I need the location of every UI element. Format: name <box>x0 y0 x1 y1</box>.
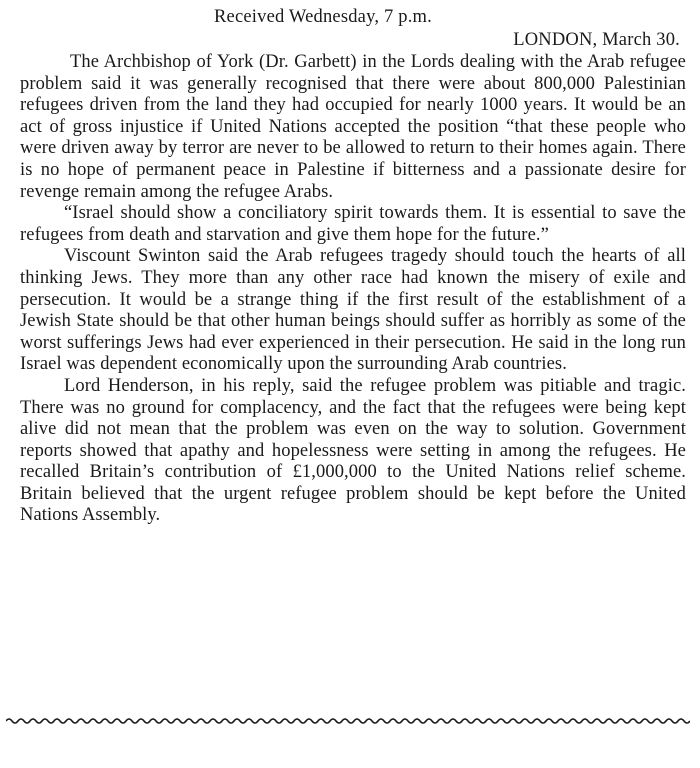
paragraph-archbishop: The Archbishop of York (Dr. Garbett) in the Lords dealing with the Arab refugee problem said it was generally recognised that there were about 800,000 Palestinian refugees driven from the land they had occupied for nearly 1000 years. It would be an act of gross injustice if United Nations accepted the position “that these people who were driven away by terror are never to be allowed to return to their homes again. There is no hope of permanent peace in Palestine if bitterness and a passionate desire for revenge remain among the refugee Arabs. <box>20 52 686 202</box>
newspaper-clipping <box>20 6 686 527</box>
received-line: Received Wednesday, 7 p.m. <box>214 7 432 27</box>
dateline: LONDON, March 30. <box>513 30 680 50</box>
paragraph-swinton: Viscount Swinton said the Arab refugees tragedy should touch the hearts of all thinking Jews. They more than any other race had known the misery of exile and persecution. It would be a strange thing if the first result of the establishment of a Jewish State should be that other human beings should suffer as horribly as some of the worst sufferings Jews had ever experienced in their persecution. He said in the long run Israel was dependent economically upon the surrounding Arab countries. <box>20 246 686 375</box>
paragraph-israel-quote: “Israel should show a conciliatory spirit towards them. It is essential to save the refugees from death and starvation and give them hope for the future.” <box>20 203 686 245</box>
paragraph-henderson: Lord Henderson, in his reply, said the refugee problem was pitiable and tragic. There was no ground for complacency, and the fact that the refugees were being kept alive did not mean that the problem was even on the way to solution. Government reports showed that apathy and hopelessness were setting in among the refugees. He recalled Britain’s contribution of £1,000,000 to the United Nations relief scheme. Britain believed that the urgent refugee problem should be kept before the United Nations Assembly. <box>20 375 686 526</box>
wavy-bottom-rule <box>6 716 690 726</box>
